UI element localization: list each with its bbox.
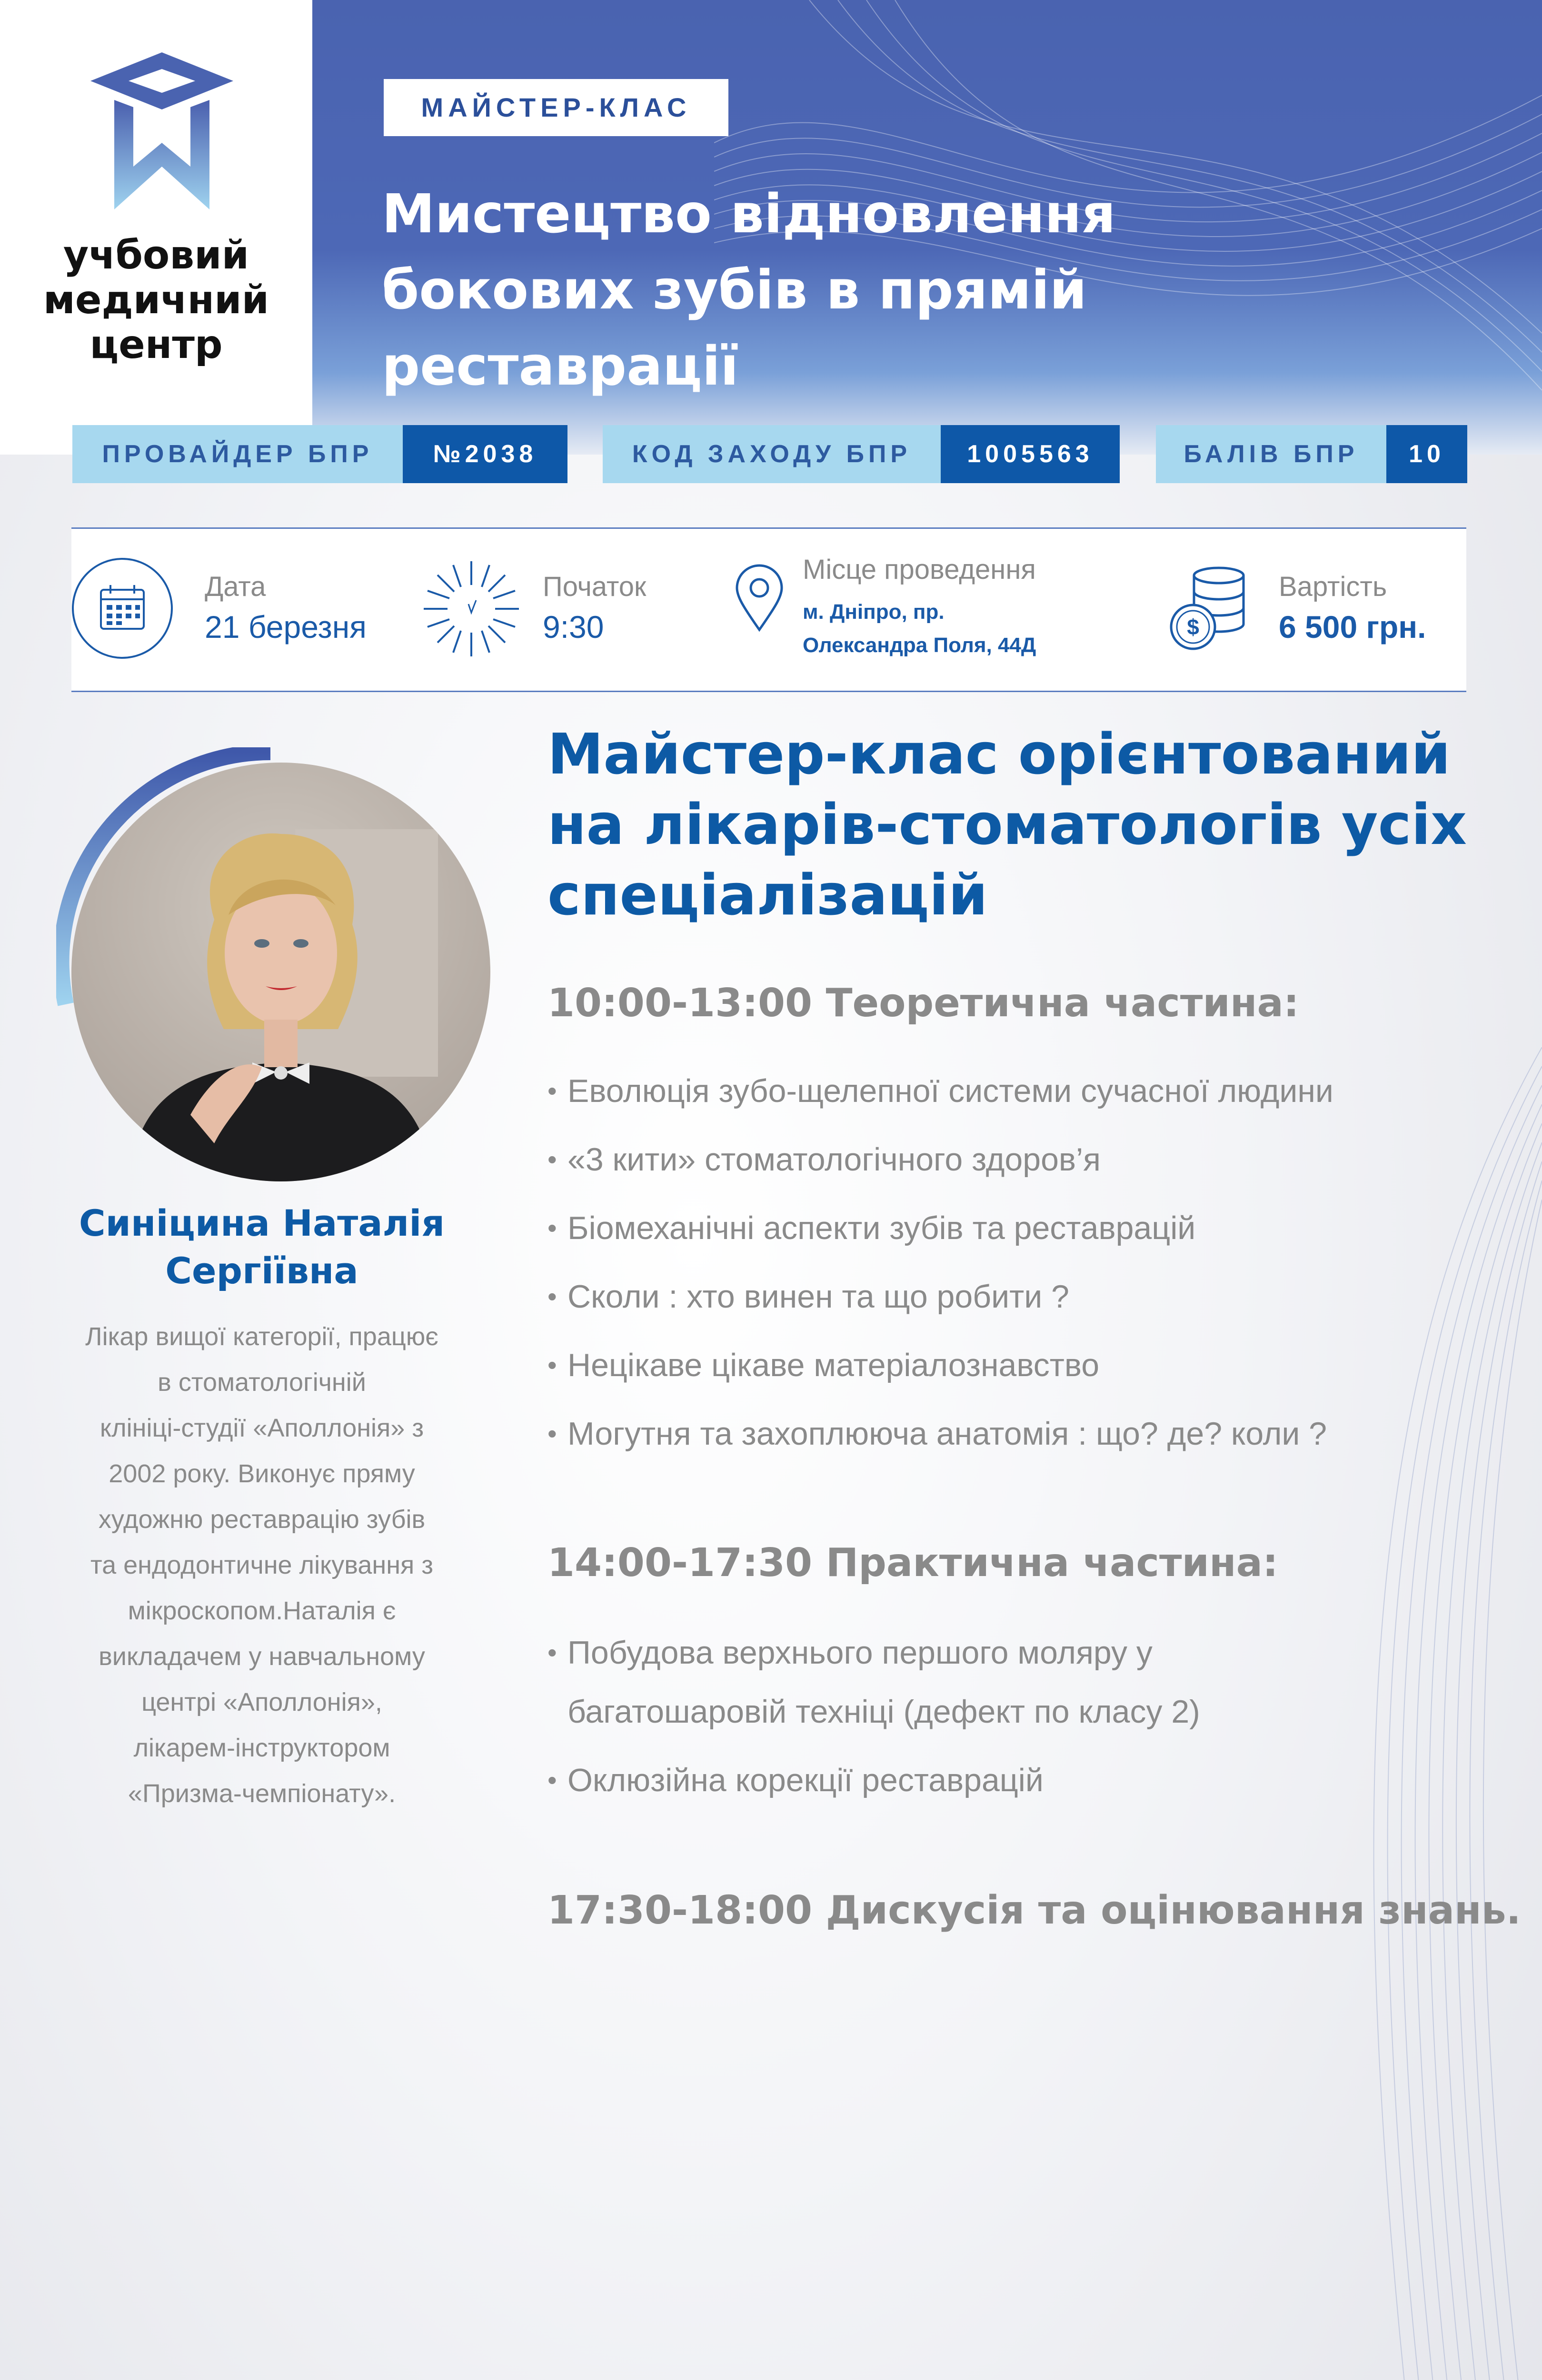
event-code [603, 425, 1120, 483]
points-code [1156, 425, 1467, 483]
provider-code-label: ПРОВАЙДЕР БПР [72, 425, 403, 483]
place-line-1: м. Дніпро, пр. [803, 600, 945, 624]
theory-heading: 10:00-13:00 Теоретична частина: [547, 981, 1299, 1026]
title-line-1: Мистецтво відновлення [382, 183, 1116, 245]
provider-code [72, 425, 567, 483]
program-title-line-3: спеціалізацій [547, 862, 988, 928]
bio-line: Лікар вищої категорії, працює [85, 1322, 438, 1351]
date-label: Дата [205, 571, 266, 602]
info-bar [71, 527, 1466, 692]
bio-line: 2002 року. Виконує пряму [109, 1459, 415, 1488]
presenter-name-line-1: Синіцина Наталія [79, 1202, 445, 1244]
bio-line: клініці-студії «Аполлонія» з [99, 1414, 424, 1442]
logo-line-1: учбовий [63, 233, 249, 278]
theory-list [547, 1061, 1490, 1473]
place-label: Місце проведення [803, 554, 1036, 585]
coins-icon [1166, 562, 1252, 653]
date-value: 21 березня [205, 609, 367, 645]
start-label: Початок [543, 571, 647, 602]
list-item: • Могутня та захоплююча анатомія : що? де? коли ? [547, 1404, 1490, 1463]
program-title-line-1: Майстер-клас орієнтований [547, 721, 1451, 787]
clock-burst-icon [419, 556, 524, 661]
title-line-2: бокових зубів в прямій реставрації [382, 259, 1087, 397]
start-value: 9:30 [543, 609, 604, 645]
bio-line: та ендодонтичне лікування з [90, 1551, 434, 1579]
logo [0, 0, 312, 455]
event-code-label: КОД ЗАХОДУ БПР [603, 425, 941, 483]
bio-line: художню реставрацію зубів [98, 1505, 426, 1534]
bio-line: «Призма-чемпіонату». [128, 1779, 396, 1808]
list-item: • Нецікаве цікаве матеріалознавство [547, 1336, 1490, 1395]
presenter-bio [71, 1314, 452, 1816]
price-label: Вартість [1279, 571, 1387, 602]
bio-line: мікроскопом.Наталія є [128, 1597, 396, 1625]
points-code-label: БАЛІВ БПР [1156, 425, 1386, 483]
list-item: • Оклюзійна корекції реставрацій [547, 1751, 1290, 1810]
provider-code-value: №2038 [403, 425, 567, 483]
practice-heading: 14:00-17:30 Практична частина: [547, 1540, 1278, 1586]
svg-text:$: $ [1187, 615, 1199, 639]
logo-line-2: медичний [43, 278, 269, 323]
price-value: 6 500 грн. [1279, 609, 1426, 645]
program-title-line-2: на лікарів-стоматологів усіх [547, 792, 1467, 857]
bio-line: лікарем-інструктором [133, 1734, 390, 1762]
list-item: • Побудова верхнього першого моляру у багатошаровій техніці (дефект по класу 2) [547, 1623, 1290, 1741]
presenter-portrait-icon [71, 763, 490, 1181]
list-item: • Еволюція зубо-щелепної системи сучасної людини [547, 1061, 1490, 1121]
location-pin-icon [733, 563, 786, 635]
event-code-value: 1005563 [941, 425, 1120, 483]
presenter-name [71, 1200, 452, 1295]
graduation-cap-icon [86, 48, 238, 219]
list-item: • Сколи : хто винен та що робити ? [547, 1267, 1490, 1326]
bio-line: центрі «Аполлонія», [141, 1688, 382, 1716]
page-title [382, 176, 1429, 405]
practice-list [547, 1623, 1290, 1819]
presenter-name-line-2: Сергіївна [165, 1250, 358, 1292]
logo-line-3: центр [90, 322, 223, 367]
presenter-photo [71, 763, 490, 1181]
points-code-value: 10 [1386, 425, 1467, 483]
discussion-heading: 17:30-18:00 Дискусія та оцінювання знань. [547, 1888, 1521, 1933]
bio-line: викладачем у навчальному [99, 1642, 425, 1671]
calendar-icon [71, 557, 173, 659]
list-item: • Біомеханічні аспекти зубів та реставрацій [547, 1199, 1490, 1258]
bio-line: в стоматологічній [158, 1368, 366, 1397]
event-type-badge: МАЙСТЕР-КЛАС [384, 79, 728, 136]
place-line-2: Олександра Поля, 44Д [803, 634, 1036, 657]
program-title [547, 719, 1500, 930]
list-item: • «3 кити» стоматологічного здоров’я [547, 1130, 1490, 1189]
